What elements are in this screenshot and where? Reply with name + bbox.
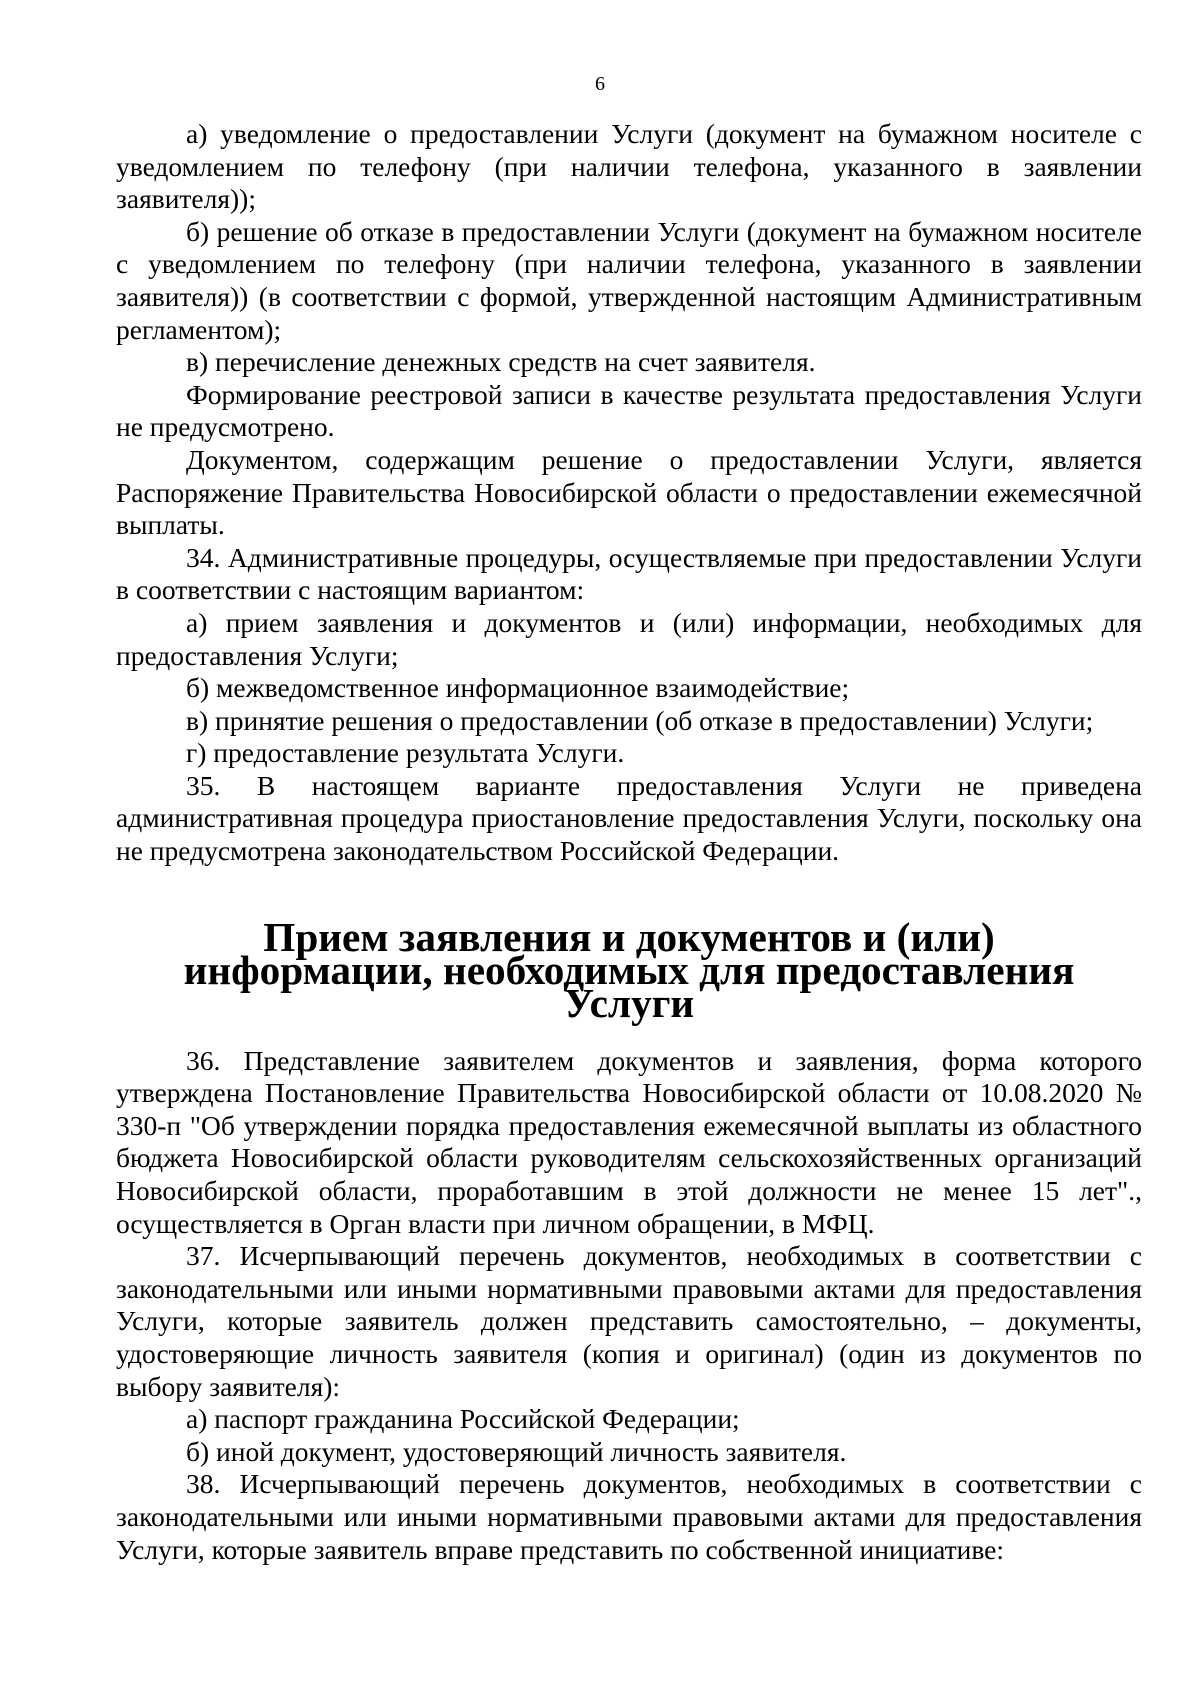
- paragraph: 35. В настоящем варианте предоставления Услуги не приведена административная процедура приостановление предоставления Услуги, поскольку она не предусмотрена законодательством Российской Федерации.: [116, 769, 1142, 867]
- paragraph: Документом, содержащим решение о предоставлении Услуги, является Распоряжение Правительства Новосибирской области о предоставлении ежемесячной выплаты.: [116, 443, 1142, 541]
- page-number: 6: [595, 73, 605, 95]
- paragraph: 36. Представление заявителем документов и заявления, форма которого утверждена Постановление Правительства Новосибирской области от 10.08.2020 № 330-п "Об утверждении порядка предоставления ежемесячной выплаты из областного бюджета Новосибирской области руководителям сельскохозяйственных организаций Новосибирской области, проработавшим в этой должности не менее 15 лет"., осуществляется в Орган власти при личном обращении, в МФЦ.: [116, 1044, 1142, 1239]
- paragraph: б) межведомственное информационное взаимодействие;: [186, 672, 850, 704]
- document-body: [116, 118, 1142, 1566]
- paragraph: 34. Административные процедуры, осуществляемые при предоставлении Услуги в соответствии с настоящим вариантом:: [116, 541, 1142, 606]
- paragraph: а) паспорт гражданина Российской Федерации;: [186, 1403, 740, 1435]
- paragraph: 37. Исчерпывающий перечень документов, необходимых в соответствии с законодательными или иными нормативными правовыми актами для предоставления Услуги, которые заявитель должен представить самостоятельно, – документы, удостоверяющие личность заявителя (копия и оригинал) (один из документов по выбору заявителя):: [116, 1240, 1142, 1402]
- paragraph: Формирование реестровой записи в качестве результата предоставления Услуги не предусмотрено.: [116, 378, 1142, 443]
- paragraph: б) иной документ, удостоверяющий личность заявителя.: [186, 1435, 847, 1467]
- paragraph: г) предоставление результата Услуги.: [186, 737, 625, 769]
- section-heading: Прием заявления и документов и (или) информации, необходимых для предоставления Услуги: [183, 913, 1075, 1026]
- paragraph: в) перечисление денежных средств на счет заявителя.: [186, 346, 816, 378]
- paragraph: а) прием заявления и документов и (или) информации, необходимых для предоставления Услуги;: [116, 606, 1142, 671]
- paragraph: б) решение об отказе в предоставлении Услуги (документ на бумажном носителе с уведомлением по телефону (при наличии телефона, указанного в заявлении заявителя)) (в соответствии с формой, утвержденной настоящим Административным регламентом);: [116, 215, 1142, 345]
- paragraph: 38. Исчерпывающий перечень документов, необходимых в соответствии с законодательными или иными нормативными правовыми актами для предоставления Услуги, которые заявитель вправе представить по собственной инициативе:: [116, 1468, 1142, 1565]
- paragraph: в) принятие решения о предоставлении (об отказе в предоставлении) Услуги;: [186, 704, 1094, 736]
- paragraph: а) уведомление о предоставлении Услуги (документ на бумажном носителе с уведомлением по телефону (при наличии телефона, указанного в заявлении заявителя));: [116, 118, 1142, 215]
